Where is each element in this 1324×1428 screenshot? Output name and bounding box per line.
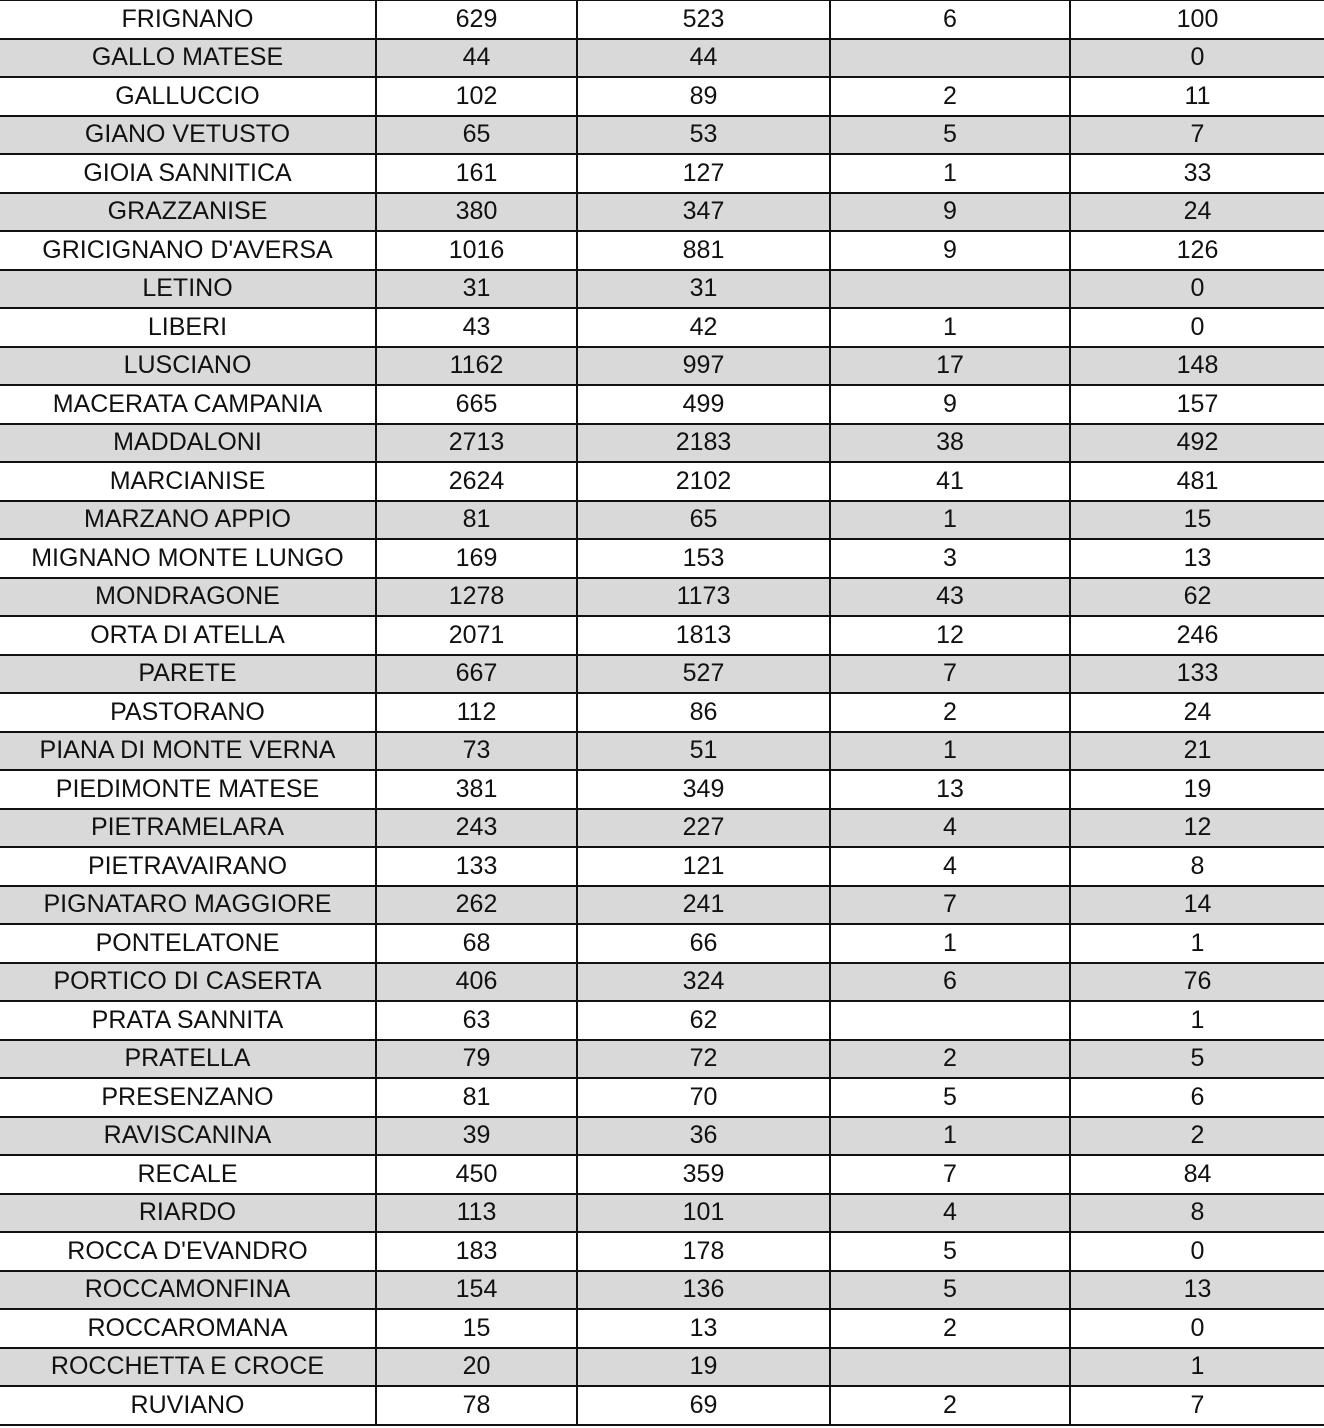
comune-cell: RIARDO	[0, 1194, 376, 1233]
comune-cell: PORTICO DI CASERTA	[0, 963, 376, 1002]
col-2-cell: 262	[376, 886, 577, 925]
col-3-cell: 1173	[577, 578, 830, 617]
col-2-cell: 63	[376, 1001, 577, 1040]
col-5-cell: 11	[1070, 77, 1324, 116]
table-row	[0, 1386, 1324, 1425]
col-3-cell: 527	[577, 655, 830, 694]
col-2-cell: 1278	[376, 578, 577, 617]
col-5-cell: 8	[1070, 847, 1324, 886]
col-3-cell: 136	[577, 1271, 830, 1310]
comune-cell: PRATELLA	[0, 1040, 376, 1079]
col-3-cell: 1813	[577, 616, 830, 655]
col-2-cell: 450	[376, 1155, 577, 1194]
col-4-cell: 12	[830, 616, 1070, 655]
comune-cell: ROCCHETTA E CROCE	[0, 1348, 376, 1387]
col-4-cell: 5	[830, 116, 1070, 155]
table-row	[0, 501, 1324, 540]
col-4-cell: 2	[830, 693, 1070, 732]
col-3-cell: 178	[577, 1232, 830, 1271]
table-row	[0, 732, 1324, 771]
col-2-cell: 154	[376, 1271, 577, 1310]
col-5-cell: 7	[1070, 1386, 1324, 1425]
col-5-cell: 6	[1070, 1078, 1324, 1117]
col-3-cell: 72	[577, 1040, 830, 1079]
col-2-cell: 31	[376, 270, 577, 309]
col-5-cell: 84	[1070, 1155, 1324, 1194]
comune-cell: MONDRAGONE	[0, 578, 376, 617]
col-2-cell: 102	[376, 77, 577, 116]
col-4-cell: 4	[830, 1194, 1070, 1233]
col-4-cell: 6	[830, 0, 1070, 39]
col-4-cell: 17	[830, 347, 1070, 386]
col-5-cell: 0	[1070, 1309, 1324, 1348]
col-3-cell: 127	[577, 154, 830, 193]
comune-cell: LIBERI	[0, 308, 376, 347]
comune-cell: PIGNATARO MAGGIORE	[0, 886, 376, 925]
table-row	[0, 539, 1324, 578]
col-5-cell: 14	[1070, 886, 1324, 925]
comune-cell: LUSCIANO	[0, 347, 376, 386]
comune-cell: RUVIANO	[0, 1386, 376, 1425]
col-2-cell: 81	[376, 501, 577, 540]
col-5-cell: 492	[1070, 424, 1324, 463]
table-row	[0, 1117, 1324, 1156]
col-2-cell: 112	[376, 693, 577, 732]
table-row	[0, 1271, 1324, 1310]
table-row	[0, 308, 1324, 347]
col-3-cell: 66	[577, 924, 830, 963]
comune-cell: MARCIANISE	[0, 462, 376, 501]
table-row	[0, 770, 1324, 809]
col-2-cell: 43	[376, 308, 577, 347]
table-row	[0, 154, 1324, 193]
col-2-cell: 629	[376, 0, 577, 39]
comune-cell: PARETE	[0, 655, 376, 694]
col-4-cell: 5	[830, 1232, 1070, 1271]
col-3-cell: 62	[577, 1001, 830, 1040]
table-row	[0, 231, 1324, 270]
comune-cell: RECALE	[0, 1155, 376, 1194]
col-3-cell: 31	[577, 270, 830, 309]
table-row	[0, 1309, 1324, 1348]
col-3-cell: 2183	[577, 424, 830, 463]
comune-cell: ROCCAMONFINA	[0, 1271, 376, 1310]
col-5-cell: 126	[1070, 231, 1324, 270]
col-5-cell: 148	[1070, 347, 1324, 386]
comune-cell: GRICIGNANO D'AVERSA	[0, 231, 376, 270]
table-row	[0, 578, 1324, 617]
comune-cell: GIANO VETUSTO	[0, 116, 376, 155]
comune-cell: GALLO MATESE	[0, 39, 376, 78]
col-3-cell: 51	[577, 732, 830, 771]
comune-cell: MACERATA CAMPANIA	[0, 385, 376, 424]
col-4-cell: 2	[830, 1309, 1070, 1348]
comune-cell: PRATA SANNITA	[0, 1001, 376, 1040]
col-5-cell: 62	[1070, 578, 1324, 617]
col-4-cell	[830, 1001, 1070, 1040]
col-5-cell: 24	[1070, 693, 1324, 732]
table-row	[0, 1078, 1324, 1117]
table-row	[0, 809, 1324, 848]
comune-cell: GIOIA SANNITICA	[0, 154, 376, 193]
col-2-cell: 68	[376, 924, 577, 963]
col-5-cell: 1	[1070, 924, 1324, 963]
col-4-cell: 7	[830, 655, 1070, 694]
comune-cell: PONTELATONE	[0, 924, 376, 963]
col-4-cell: 4	[830, 809, 1070, 848]
col-5-cell: 0	[1070, 39, 1324, 78]
table-row	[0, 77, 1324, 116]
col-4-cell: 43	[830, 578, 1070, 617]
col-3-cell: 19	[577, 1348, 830, 1387]
table-row	[0, 193, 1324, 232]
col-2-cell: 1162	[376, 347, 577, 386]
col-3-cell: 121	[577, 847, 830, 886]
comune-cell: PASTORANO	[0, 693, 376, 732]
col-3-cell: 2102	[577, 462, 830, 501]
col-4-cell	[830, 270, 1070, 309]
col-4-cell: 2	[830, 1040, 1070, 1079]
col-2-cell: 113	[376, 1194, 577, 1233]
col-2-cell: 44	[376, 39, 577, 78]
col-4-cell: 2	[830, 77, 1070, 116]
col-5-cell: 7	[1070, 116, 1324, 155]
col-3-cell: 70	[577, 1078, 830, 1117]
col-2-cell: 380	[376, 193, 577, 232]
col-4-cell: 3	[830, 539, 1070, 578]
col-3-cell: 227	[577, 809, 830, 848]
table-row	[0, 693, 1324, 732]
col-2-cell: 169	[376, 539, 577, 578]
col-2-cell: 2624	[376, 462, 577, 501]
col-5-cell: 21	[1070, 732, 1324, 771]
col-2-cell: 381	[376, 770, 577, 809]
col-4-cell: 1	[830, 732, 1070, 771]
col-3-cell: 324	[577, 963, 830, 1002]
col-3-cell: 36	[577, 1117, 830, 1156]
col-3-cell: 359	[577, 1155, 830, 1194]
table-row	[0, 385, 1324, 424]
col-4-cell: 7	[830, 1155, 1070, 1194]
col-5-cell: 8	[1070, 1194, 1324, 1233]
comune-cell: ROCCA D'EVANDRO	[0, 1232, 376, 1271]
table-row	[0, 270, 1324, 309]
comune-cell: GRAZZANISE	[0, 193, 376, 232]
comune-cell: RAVISCANINA	[0, 1117, 376, 1156]
col-5-cell: 0	[1070, 1232, 1324, 1271]
col-5-cell: 246	[1070, 616, 1324, 655]
comune-cell: PIETRAVAIRANO	[0, 847, 376, 886]
col-3-cell: 499	[577, 385, 830, 424]
col-4-cell: 6	[830, 963, 1070, 1002]
col-3-cell: 153	[577, 539, 830, 578]
col-3-cell: 53	[577, 116, 830, 155]
col-2-cell: 2713	[376, 424, 577, 463]
col-5-cell: 133	[1070, 655, 1324, 694]
comune-cell: FRIGNANO	[0, 0, 376, 39]
comune-cell: GALLUCCIO	[0, 77, 376, 116]
col-3-cell: 42	[577, 308, 830, 347]
col-4-cell: 5	[830, 1271, 1070, 1310]
col-4-cell: 1	[830, 154, 1070, 193]
col-2-cell: 161	[376, 154, 577, 193]
col-4-cell: 4	[830, 847, 1070, 886]
table-row	[0, 39, 1324, 78]
col-4-cell: 13	[830, 770, 1070, 809]
col-3-cell: 347	[577, 193, 830, 232]
col-3-cell: 523	[577, 0, 830, 39]
col-5-cell: 2	[1070, 1117, 1324, 1156]
table-row	[0, 1001, 1324, 1040]
col-5-cell: 1	[1070, 1348, 1324, 1387]
comune-cell: PRESENZANO	[0, 1078, 376, 1117]
col-2-cell: 1016	[376, 231, 577, 270]
col-5-cell: 0	[1070, 308, 1324, 347]
col-4-cell: 9	[830, 231, 1070, 270]
col-5-cell: 15	[1070, 501, 1324, 540]
col-2-cell: 73	[376, 732, 577, 771]
col-2-cell: 667	[376, 655, 577, 694]
col-4-cell	[830, 1348, 1070, 1387]
table-row	[0, 1232, 1324, 1271]
comune-cell: LETINO	[0, 270, 376, 309]
table-row	[0, 0, 1324, 39]
table-row	[0, 924, 1324, 963]
col-5-cell: 5	[1070, 1040, 1324, 1079]
col-3-cell: 101	[577, 1194, 830, 1233]
col-4-cell: 1	[830, 1117, 1070, 1156]
col-2-cell: 39	[376, 1117, 577, 1156]
col-5-cell: 157	[1070, 385, 1324, 424]
col-4-cell: 41	[830, 462, 1070, 501]
col-2-cell: 133	[376, 847, 577, 886]
col-3-cell: 349	[577, 770, 830, 809]
table-row	[0, 1194, 1324, 1233]
col-5-cell: 24	[1070, 193, 1324, 232]
col-4-cell: 9	[830, 385, 1070, 424]
col-3-cell: 65	[577, 501, 830, 540]
col-2-cell: 81	[376, 1078, 577, 1117]
col-4-cell: 9	[830, 193, 1070, 232]
col-4-cell: 1	[830, 308, 1070, 347]
comune-cell: MARZANO APPIO	[0, 501, 376, 540]
table-row	[0, 347, 1324, 386]
col-5-cell: 100	[1070, 0, 1324, 39]
table-row	[0, 424, 1324, 463]
col-2-cell: 2071	[376, 616, 577, 655]
col-5-cell: 13	[1070, 1271, 1324, 1310]
comune-cell: ORTA DI ATELLA	[0, 616, 376, 655]
col-3-cell: 69	[577, 1386, 830, 1425]
table-row	[0, 963, 1324, 1002]
col-3-cell: 997	[577, 347, 830, 386]
col-2-cell: 20	[376, 1348, 577, 1387]
table-row	[0, 1155, 1324, 1194]
comune-cell: PIEDIMONTE MATESE	[0, 770, 376, 809]
col-4-cell: 1	[830, 501, 1070, 540]
col-5-cell: 76	[1070, 963, 1324, 1002]
comune-cell: MIGNANO MONTE LUNGO	[0, 539, 376, 578]
col-3-cell: 881	[577, 231, 830, 270]
col-2-cell: 65	[376, 116, 577, 155]
comune-cell: ROCCAROMANA	[0, 1309, 376, 1348]
table-row	[0, 655, 1324, 694]
col-5-cell: 481	[1070, 462, 1324, 501]
table-row	[0, 1348, 1324, 1387]
col-4-cell: 5	[830, 1078, 1070, 1117]
col-2-cell: 183	[376, 1232, 577, 1271]
table-row	[0, 462, 1324, 501]
col-5-cell: 13	[1070, 539, 1324, 578]
col-4-cell: 1	[830, 924, 1070, 963]
col-5-cell: 19	[1070, 770, 1324, 809]
col-3-cell: 86	[577, 693, 830, 732]
col-4-cell: 2	[830, 1386, 1070, 1425]
comune-cell: MADDALONI	[0, 424, 376, 463]
col-2-cell: 243	[376, 809, 577, 848]
col-4-cell	[830, 39, 1070, 78]
table-row	[0, 116, 1324, 155]
col-5-cell: 0	[1070, 270, 1324, 309]
col-2-cell: 665	[376, 385, 577, 424]
col-2-cell: 15	[376, 1309, 577, 1348]
col-2-cell: 406	[376, 963, 577, 1002]
table-row	[0, 886, 1324, 925]
col-3-cell: 44	[577, 39, 830, 78]
table-row	[0, 1040, 1324, 1079]
col-4-cell: 38	[830, 424, 1070, 463]
col-2-cell: 79	[376, 1040, 577, 1079]
col-2-cell: 78	[376, 1386, 577, 1425]
col-5-cell: 1	[1070, 1001, 1324, 1040]
comune-cell: PIANA DI MONTE VERNA	[0, 732, 376, 771]
comune-cell: PIETRAMELARA	[0, 809, 376, 848]
col-3-cell: 89	[577, 77, 830, 116]
col-4-cell: 7	[830, 886, 1070, 925]
table-row	[0, 616, 1324, 655]
col-5-cell: 33	[1070, 154, 1324, 193]
col-3-cell: 241	[577, 886, 830, 925]
col-3-cell: 13	[577, 1309, 830, 1348]
col-5-cell: 12	[1070, 809, 1324, 848]
table-row	[0, 847, 1324, 886]
